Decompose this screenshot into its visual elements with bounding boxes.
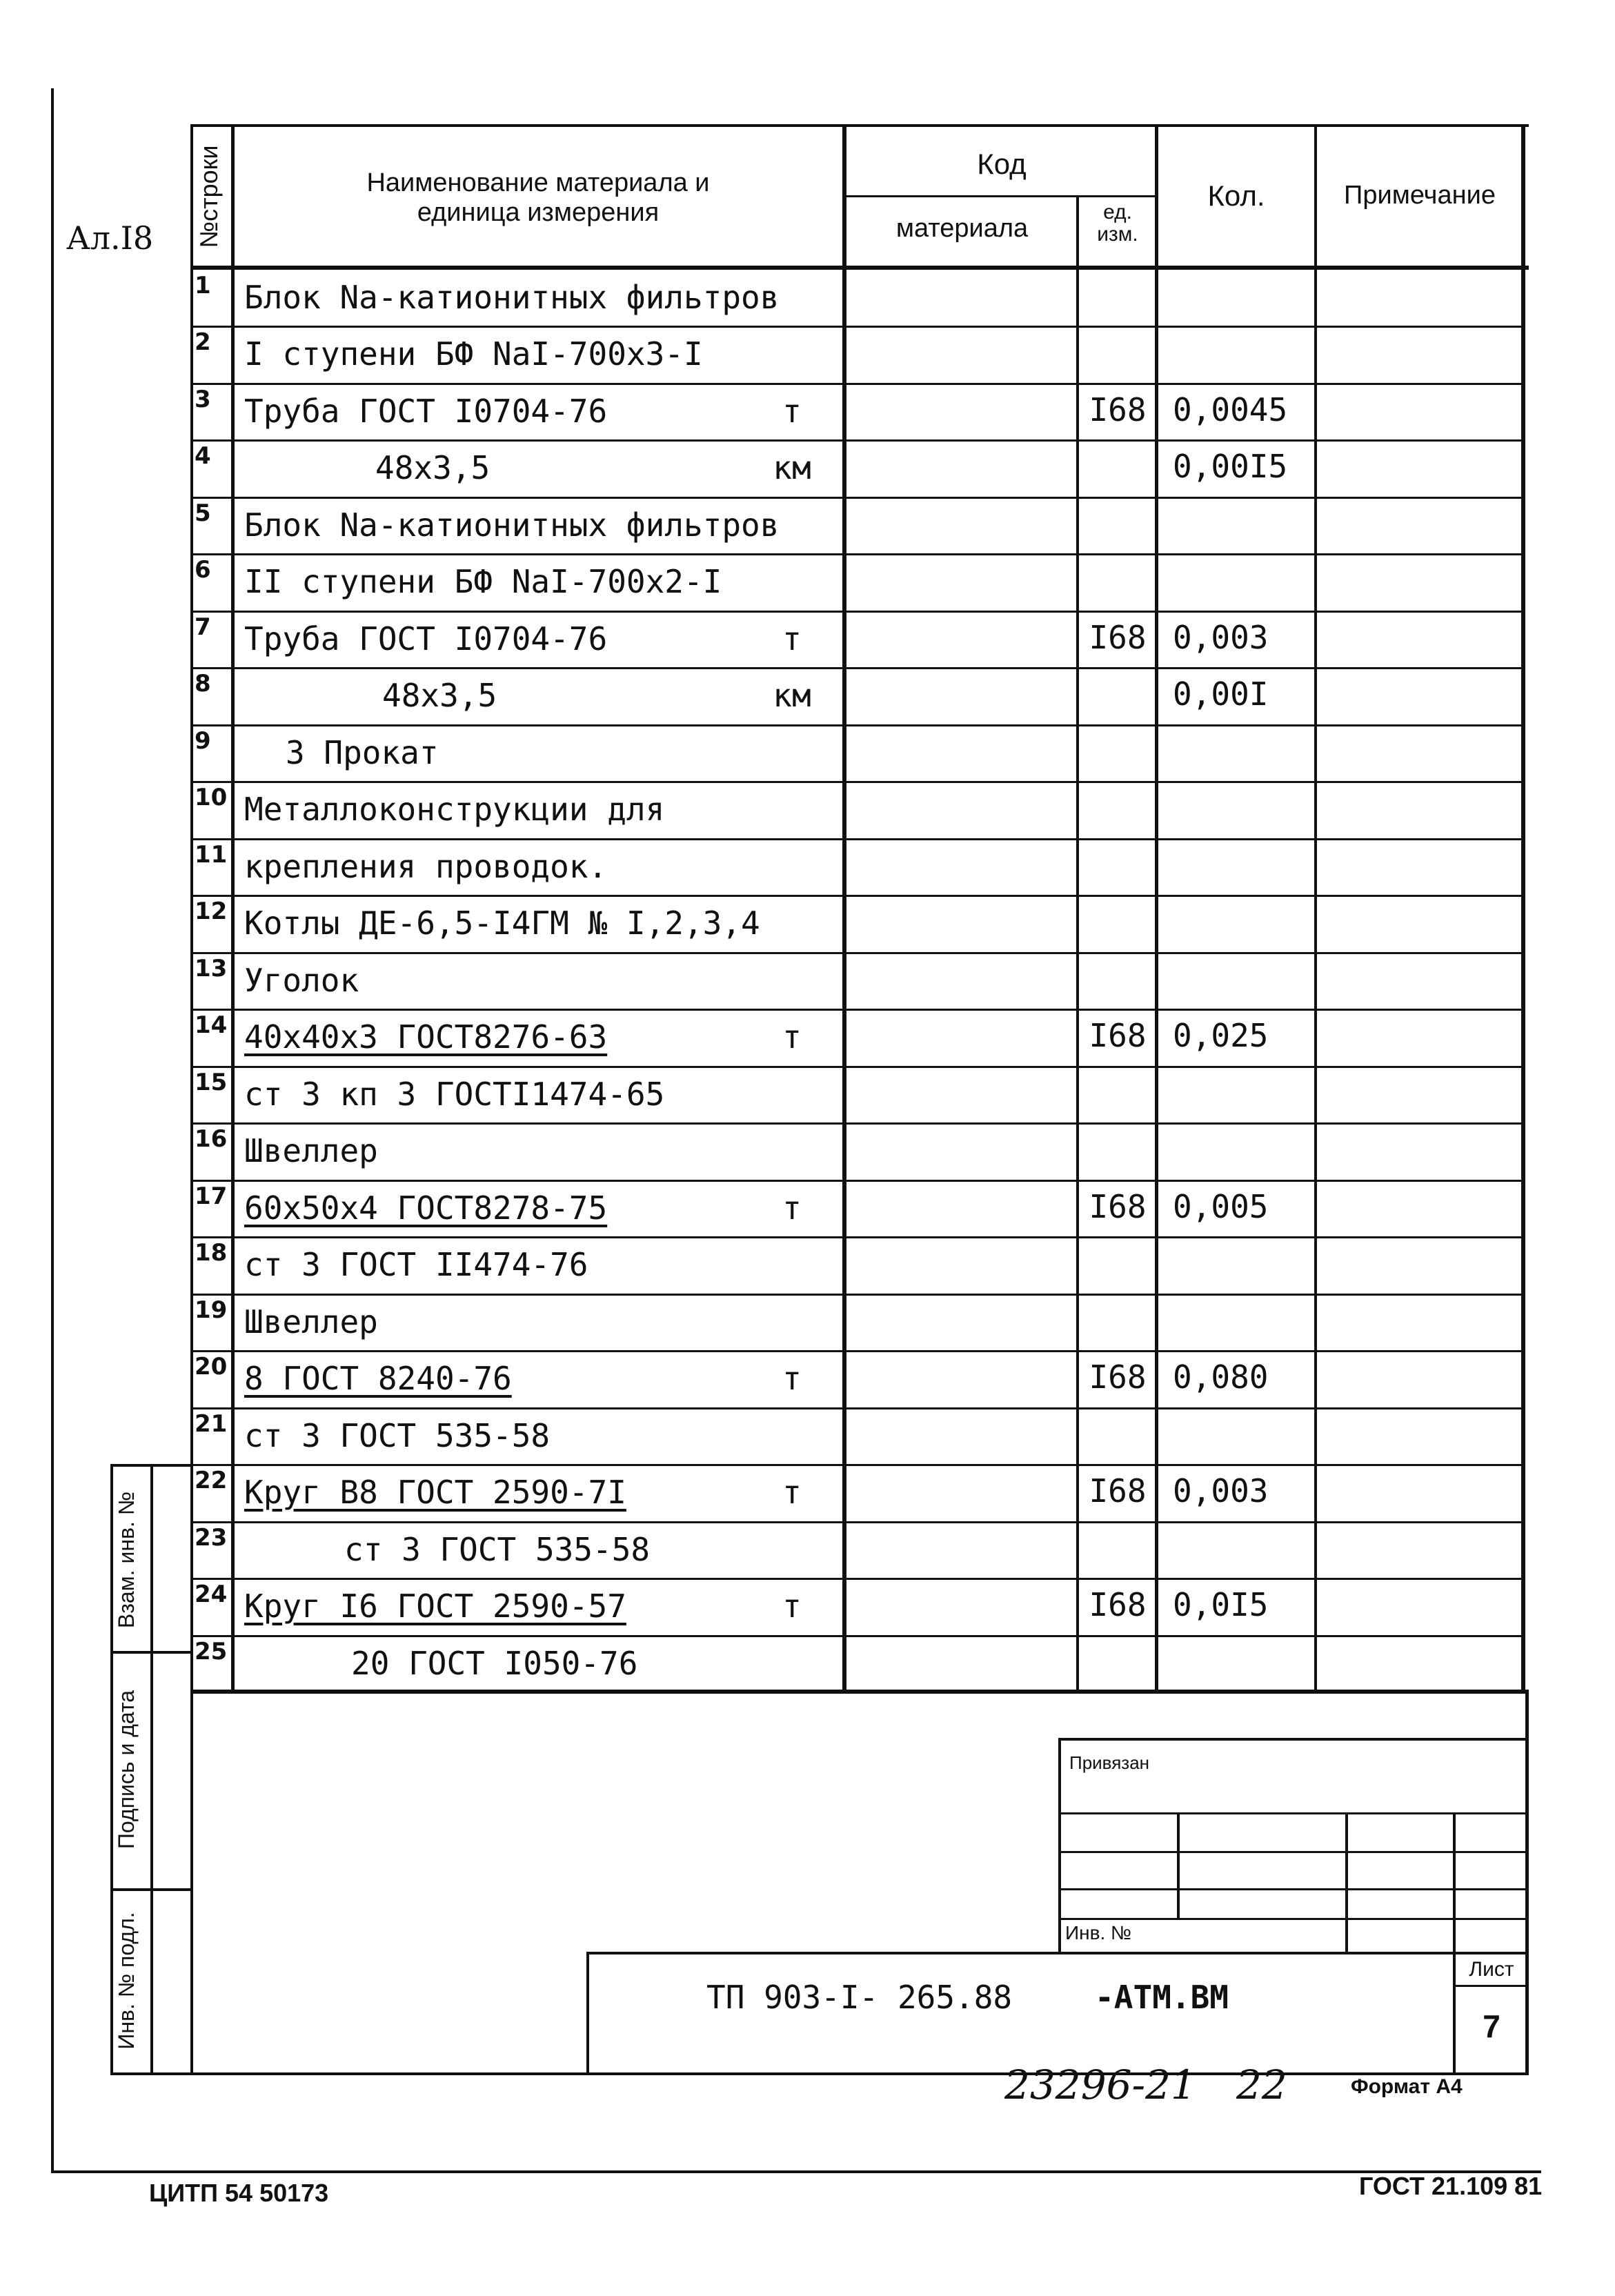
- side-stamp-sep-1: [110, 1651, 193, 1654]
- row-material-name: 40x40x3 ГОСТ8276-63: [244, 1018, 608, 1056]
- row-separator: [190, 1521, 1523, 1523]
- row-separator: [190, 1578, 1523, 1580]
- stamp-col-3: [1453, 1812, 1456, 2075]
- row-number: 20: [195, 1353, 228, 1380]
- row-material-name: крепления проводок.: [244, 848, 608, 885]
- row-material-name: Котлы ДЕ-6,5-I4ГМ № I,2,3,4: [244, 904, 760, 942]
- stamp-sheet-no: 7: [1483, 2008, 1500, 2044]
- row-number: 6: [195, 556, 211, 584]
- row-separator: [190, 724, 1523, 726]
- header-row-no: №строки: [195, 145, 223, 248]
- stamp-line-b: [1058, 1851, 1529, 1853]
- row-separator: [190, 1180, 1523, 1182]
- stamp-title-top: [586, 1952, 1529, 1954]
- row-separator: [190, 895, 1523, 897]
- row-number: 1: [195, 272, 211, 299]
- table-bottom-line: [190, 1690, 1529, 1694]
- row-material-name: Металлоконструкции для: [244, 791, 665, 828]
- row-number: 17: [195, 1182, 228, 1210]
- stamp-sheet-label: Лист: [1469, 1958, 1514, 1981]
- row-number: 14: [195, 1011, 228, 1039]
- stamp-left-line: [1058, 1738, 1061, 1953]
- row-code-unit: I68: [1089, 1358, 1147, 1396]
- row-number: 21: [195, 1410, 228, 1438]
- row-material-name: Уголок: [244, 962, 359, 999]
- bottom-margin-line: [51, 2170, 1541, 2173]
- row-material-name: 60x50x4 ГОСТ8278-75: [244, 1189, 608, 1227]
- row-separator: [190, 952, 1523, 954]
- header-code-unit-line2: изм.: [1097, 223, 1138, 246]
- row-number: 16: [195, 1125, 228, 1153]
- col-line-1: [231, 124, 235, 1694]
- row-number: 12: [195, 898, 228, 925]
- row-number: 5: [195, 499, 211, 527]
- col-line-2: [842, 124, 846, 1694]
- row-separator: [190, 1122, 1523, 1125]
- row-material-name: 3 Прокат: [286, 734, 439, 771]
- header-material-name-line2: единица измерения: [417, 198, 660, 227]
- row-number: 7: [195, 613, 211, 641]
- row-separator: [190, 781, 1523, 783]
- header-code-unit-line1: ед.: [1103, 201, 1132, 224]
- row-separator: [190, 667, 1523, 669]
- row-unit: т: [782, 1587, 802, 1625]
- row-qty: 0,003: [1173, 1472, 1269, 1510]
- row-material-name: Круг I6 ГОСТ 2590-57: [244, 1587, 626, 1625]
- row-separator: [190, 1464, 1523, 1466]
- row-unit: т: [782, 1018, 802, 1056]
- row-code-unit: I68: [1089, 1188, 1147, 1225]
- footer-left-code: ЦИТП 54 50173: [149, 2179, 329, 2207]
- table-top-line: [190, 124, 1529, 127]
- footer-right-code: ГОСТ 21.109 81: [1359, 2172, 1543, 2200]
- row-separator: [190, 838, 1523, 840]
- row-number: 22: [195, 1467, 228, 1494]
- col-line-6: [1521, 124, 1525, 1694]
- stamp-inv-no: Инв. №: [1065, 1922, 1132, 1943]
- header-code-unit: [1079, 201, 1156, 246]
- row-code-unit: I68: [1089, 1472, 1147, 1510]
- row-number: 3: [195, 386, 211, 413]
- row-separator: [190, 326, 1523, 328]
- row-material-name: ст 3 ГОСТ 535-58: [244, 1417, 551, 1454]
- col-line-4: [1155, 124, 1158, 1694]
- stamp-col-1: [1177, 1812, 1180, 1919]
- row-separator: [190, 1294, 1523, 1296]
- row-separator: [190, 497, 1523, 499]
- row-material-name: Круг В8 ГОСТ 2590-7I: [244, 1474, 626, 1511]
- col-line-3: [1076, 195, 1079, 1694]
- side-stamp-signature-date: Подпись и дата: [114, 1690, 139, 1850]
- stamp-doc-code: [706, 1979, 1229, 2016]
- row-material-name: II ступени БФ NaI-700x2-I: [244, 563, 722, 600]
- left-margin-line: [51, 88, 54, 2172]
- row-separator: [190, 1009, 1523, 1011]
- row-material-name: Швеллер: [244, 1303, 378, 1340]
- row-number: 9: [195, 727, 211, 755]
- row-material-name: ст 3 ГОСТ 535-58: [344, 1531, 651, 1568]
- header-material-name: [235, 168, 842, 228]
- stamp-doc-code-main: ТП 903-I- 265.88: [706, 1979, 1013, 2016]
- row-material-name: Труба ГОСТ I0704-76: [244, 620, 608, 657]
- row-material-name: ст 3 кп 3 ГОСТI1474-65: [244, 1076, 665, 1113]
- row-number: 23: [195, 1524, 228, 1552]
- row-number: 4: [195, 442, 211, 470]
- header-bottom-line: [190, 266, 1529, 270]
- row-code-unit: I68: [1089, 391, 1147, 428]
- row-unit: км: [773, 677, 811, 714]
- sheet-label: Ал.I8: [66, 219, 154, 257]
- stamp-sheet-split: [1453, 1985, 1529, 1987]
- header-material-name-line1: Наименование материала и: [366, 168, 710, 197]
- row-number: 11: [195, 841, 228, 869]
- stamp-title-left: [586, 1952, 589, 2075]
- row-number: 18: [195, 1239, 228, 1267]
- row-separator: [190, 1066, 1523, 1068]
- row-unit: т: [782, 620, 802, 657]
- row-separator: [190, 1635, 1523, 1637]
- row-qty: 0,0I5: [1173, 1586, 1269, 1623]
- row-material-name: 20 ГОСТ I050-76: [351, 1645, 638, 1682]
- row-qty: 0,005: [1173, 1188, 1269, 1225]
- stamp-line-c: [1058, 1888, 1529, 1890]
- row-unit: т: [782, 1189, 802, 1227]
- row-code-unit: I68: [1089, 1586, 1147, 1623]
- row-material-name: Блок Nа-катионитных фильтров: [244, 279, 780, 316]
- row-number: 8: [195, 670, 211, 697]
- row-material-name: 48x3,5: [382, 677, 497, 714]
- row-number: 2: [195, 328, 211, 356]
- row-separator: [190, 553, 1523, 555]
- stamp-col-2: [1345, 1812, 1348, 1953]
- row-separator: [190, 1407, 1523, 1409]
- row-material-name: Труба ГОСТ I0704-76: [244, 393, 608, 430]
- row-code-unit: I68: [1089, 619, 1147, 656]
- col-line-0: [190, 124, 193, 2075]
- row-qty: 0,00I: [1173, 675, 1269, 713]
- row-separator: [190, 611, 1523, 613]
- row-separator: [190, 383, 1523, 385]
- row-qty: 0,025: [1173, 1017, 1269, 1054]
- stamp-line-a: [1058, 1812, 1529, 1814]
- row-qty: 0,0045: [1173, 391, 1288, 428]
- side-stamp-left: [110, 1464, 113, 2075]
- row-separator: [190, 1350, 1523, 1352]
- row-number: 19: [195, 1296, 228, 1324]
- row-material-name: 48x3,5: [375, 449, 491, 486]
- row-separator: [190, 1236, 1523, 1238]
- row-qty: 0,003: [1173, 619, 1269, 656]
- row-material-name: Швеллер: [244, 1132, 378, 1169]
- row-qty: 0,00I5: [1173, 448, 1288, 485]
- row-material-name: 8 ГОСТ 8240-76: [244, 1360, 512, 1397]
- footer-handwritten-page: 22: [1236, 2061, 1287, 2108]
- row-material-name: I ступени БФ NaI-700x3-I: [244, 335, 703, 373]
- row-code-unit: I68: [1089, 1017, 1147, 1054]
- row-qty: 0,080: [1173, 1358, 1269, 1396]
- row-number: 24: [195, 1581, 228, 1608]
- header-code-material: материала: [895, 214, 1029, 243]
- stamp-top-line: [1058, 1738, 1529, 1741]
- footer-handwritten-no: 23296-21: [1004, 2061, 1196, 2108]
- side-stamp-orig-inv: Инв. № подл.: [114, 1912, 139, 2050]
- header-code: Код: [977, 148, 1027, 180]
- header-qty: Кол.: [1207, 179, 1265, 212]
- row-number: 15: [195, 1069, 228, 1096]
- row-number: 10: [195, 784, 228, 811]
- row-number: 13: [195, 955, 228, 982]
- side-stamp-mid: [150, 1464, 153, 2075]
- stamp-doc-suffix: -АТМ.ВМ: [1095, 1979, 1229, 2016]
- side-stamp-bottom: [110, 2072, 1529, 2075]
- row-unit: т: [782, 1360, 802, 1397]
- row-separator: [190, 439, 1523, 442]
- stamp-line-d: [1058, 1918, 1529, 1920]
- header-note: Примечание: [1344, 181, 1496, 210]
- row-number: 25: [195, 1638, 228, 1665]
- side-stamp-replaced-inv: Взам. инв. №: [114, 1491, 139, 1629]
- row-material-name: ст 3 ГОСТ II474-76: [244, 1246, 588, 1283]
- row-unit: км: [773, 449, 811, 486]
- stamp-bound-label: Привязан: [1069, 1752, 1150, 1773]
- row-material-name: Блок Nа-катионитных фильтров: [244, 506, 780, 544]
- code-split-line: [842, 195, 1157, 197]
- row-unit: т: [782, 393, 802, 430]
- col-line-5: [1314, 124, 1317, 1694]
- row-unit: т: [782, 1474, 802, 1511]
- footer-format: Формат А4: [1351, 2075, 1463, 2098]
